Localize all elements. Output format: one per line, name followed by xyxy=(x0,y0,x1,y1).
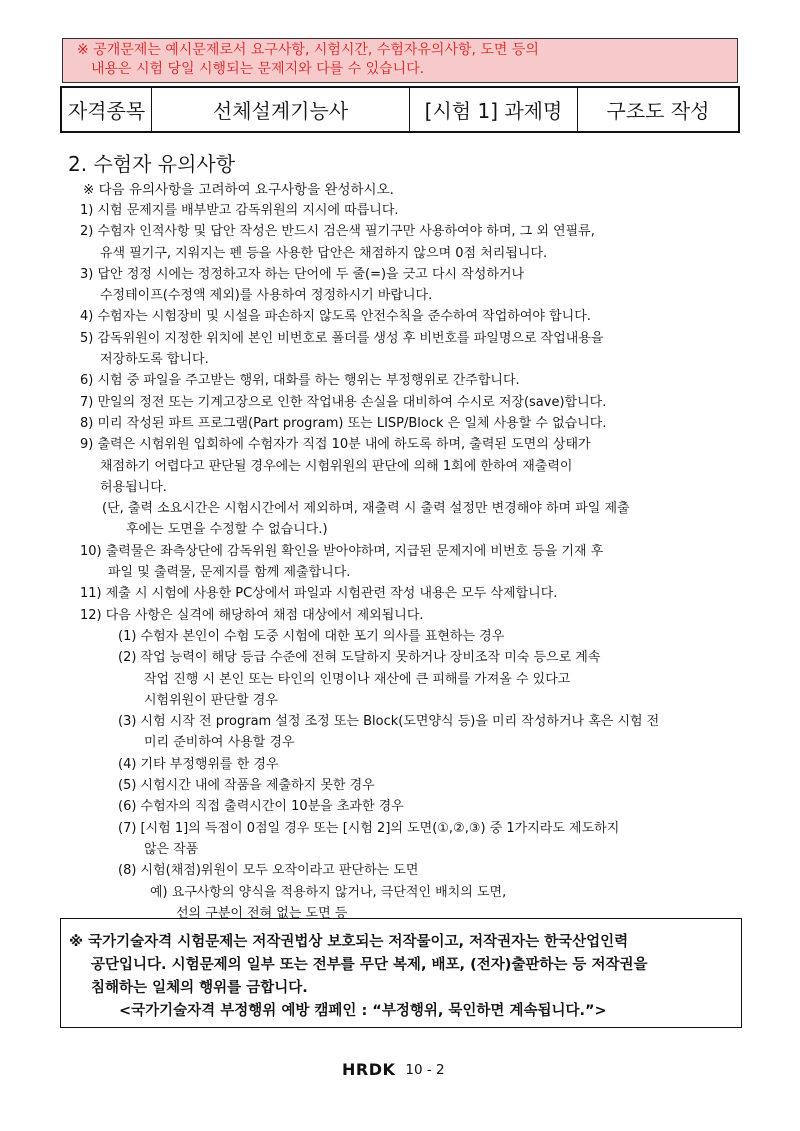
instruction-item: 예) 요구사항의 양식을 적용하지 않거나, 극단적인 배치의 도면, xyxy=(150,884,507,900)
instruction-item: (단, 출력 소요시간은 시험시간에서 제외하며, 재출력 시 출력 설정만 변경해야 하며 파일 제출 xyxy=(102,501,630,517)
instruction-item: 유색 필기구, 지워지는 펜 등을 사용한 답안은 채점하지 않으며 0점 처리됩니다. xyxy=(100,245,548,261)
instruction-item: 1) 시험 문제지를 배부받고 감독위원의 지시에 따릅니다. xyxy=(80,203,399,218)
campaign-line: <국가기술자격 부정행위 예방 캠페인 : “부정행위, 묵인하면 계속됩니다.”> xyxy=(119,1003,607,1019)
section-title: 2. 수험자 유의사항 xyxy=(68,152,236,176)
instruction-item: (1) 수험자 본인이 수험 도중 시험에 대한 포기 의사를 표현하는 경우 xyxy=(118,628,505,644)
instruction-item: 6) 시험 중 파일을 주고받는 행위, 대화를 하는 행위는 부정행위로 간주합니다. xyxy=(80,373,520,389)
instruction-item: 후에는 도면을 수정할 수 없습니다.) xyxy=(126,522,328,538)
instruction-item: 3) 답안 정정 시에는 정정하고자 하는 단어에 두 줄(=)을 긋고 다시 작성하거나 xyxy=(80,266,525,282)
instruction-item: 채점하기 어렵다고 판단될 경우에는 시험위원의 판단에 의해 1회에 한하여 재출력이 xyxy=(100,458,573,474)
page-number: 10 - 2 xyxy=(405,1061,445,1078)
instruction-item: 5) 감독위원이 지정한 위치에 본인 비번호로 폴더를 생성 후 비번호를 파일명으로 작업내용을 xyxy=(80,330,604,346)
instruction-item: (2) 작업 능력이 해당 등급 수준에 전혀 도달하지 못하거나 장비조작 미숙 등으로 계속 xyxy=(118,650,601,666)
hrdk-logo: HRDK xyxy=(342,1060,396,1079)
header-cell-qualification-label: 자격종목 xyxy=(62,88,152,131)
copyright-line-1: ※ 국가기술자격 시험문제는 저작권법상 보호되는 저작물이고, 저작권자는 한국산업인력 xyxy=(69,934,629,950)
instruction-item: (8) 시험(채점)위원이 모두 오작이라고 판단하는 도면 xyxy=(118,863,419,879)
instruction-item: 미리 준비하여 사용할 경우 xyxy=(144,735,295,751)
instruction-item: 9) 출력은 시험위원 입회하에 수험자가 직접 10분 내에 하도록 하며, 출력된 도면의 상태가 xyxy=(80,437,591,453)
exam-header-table xyxy=(60,86,740,133)
instruction-item: 8) 미리 작성된 파트 프로그램(Part program) 또는 LISP/Block 은 일체 사용할 수 없습니다. xyxy=(80,415,607,431)
instruction-item: 허용됩니다. xyxy=(100,479,167,495)
instruction-item: 파일 및 출력물, 문제지를 함께 제출합니다. xyxy=(108,565,351,581)
instruction-item: 10) 출력물은 좌측상단에 감독위원 확인을 받아야하며, 지급된 문제지에 비번호 등을 기재 후 xyxy=(80,543,604,559)
instruction-item: 선의 구분이 전혀 없는 도면 등 xyxy=(176,905,348,921)
instruction-item: 작업 진행 시 본인 또는 타인의 인명이나 재산에 큰 피해를 가져올 수 있다고 xyxy=(144,671,571,687)
header-cell-task-name: 구조도 작성 xyxy=(606,99,710,123)
instruction-item: 2) 수험자 인적사항 및 답안 작성은 반드시 검은색 필기구만 사용하여야 하며, 그 외 연필류, xyxy=(80,224,595,240)
instruction-item: 12) 다음 사항은 실격에 해당하여 채점 대상에서 제외됩니다. xyxy=(80,607,424,623)
instruction-item: (5) 시험시간 내에 작품을 제출하지 못한 경우 xyxy=(118,778,375,794)
instruction-item: (6) 수험자의 직접 출력시간이 10분을 초과한 경우 xyxy=(118,799,404,815)
instruction-item: 7) 만일의 정전 또는 기계고장으로 인한 작업내용 손실을 대비하여 수시로 저장(save)합니다. xyxy=(80,394,607,410)
public-exam-notice xyxy=(62,38,738,83)
instruction-item: 저장하도록 합니다. xyxy=(100,352,209,368)
header-cell-qualification-name: 선체설계기능사 xyxy=(152,88,410,131)
instruction-item: 수정테이프(수정액 제외)를 사용하여 정정하시기 바랍니다. xyxy=(100,288,433,304)
page-footer xyxy=(342,1060,445,1079)
instruction-list xyxy=(80,200,750,924)
instruction-item: 않은 작품 xyxy=(144,841,199,857)
copyright-notice xyxy=(60,918,742,1028)
instruction-item: (7) [시험 1]의 득점이 0점일 경우 또는 [시험 2]의 도면(①,②,③) 중 1가지라도 제도하지 xyxy=(118,820,620,836)
notice-line-2: 내용은 시험 당일 시행되는 문제지와 다를 수 있습니다. xyxy=(91,61,425,77)
notice-line-1: ※ 공개문제는 예시문제로서 요구사항, 시험시간, 수험자유의사항, 도면 등의 xyxy=(77,42,539,58)
instruction-item: (3) 시험 시작 전 program 설정 조정 또는 Block(도면양식 등)을 미리 작성하거나 혹은 시험 전 xyxy=(118,714,660,730)
instruction-item: 시험위원이 판단할 경우 xyxy=(144,692,278,708)
instruction-item: (4) 기타 부정행위를 한 경우 xyxy=(118,756,279,772)
instruction-item: 4) 수험자는 시험장비 및 시설을 파손하지 않도록 안전수칙을 준수하여 작업하여야 합니다. xyxy=(80,309,591,325)
instruction-item: 11) 제출 시 시험에 사용한 PC상에서 파일과 시험관련 작성 내용은 모두 삭제합니다. xyxy=(80,586,558,602)
copyright-line-3: 침해하는 일체의 행위를 금합니다. xyxy=(91,980,308,996)
copyright-line-2: 공단입니다. 시험문제의 일부 또는 전부를 무단 복제, 배포, (전자)출판하는 등 저작권을 xyxy=(91,957,648,973)
intro-text: ※ 다음 유의사항을 고려하여 요구사항을 완성하시오. xyxy=(83,182,394,198)
header-cell-task-label: [시험 1] 과제명 xyxy=(410,88,578,131)
